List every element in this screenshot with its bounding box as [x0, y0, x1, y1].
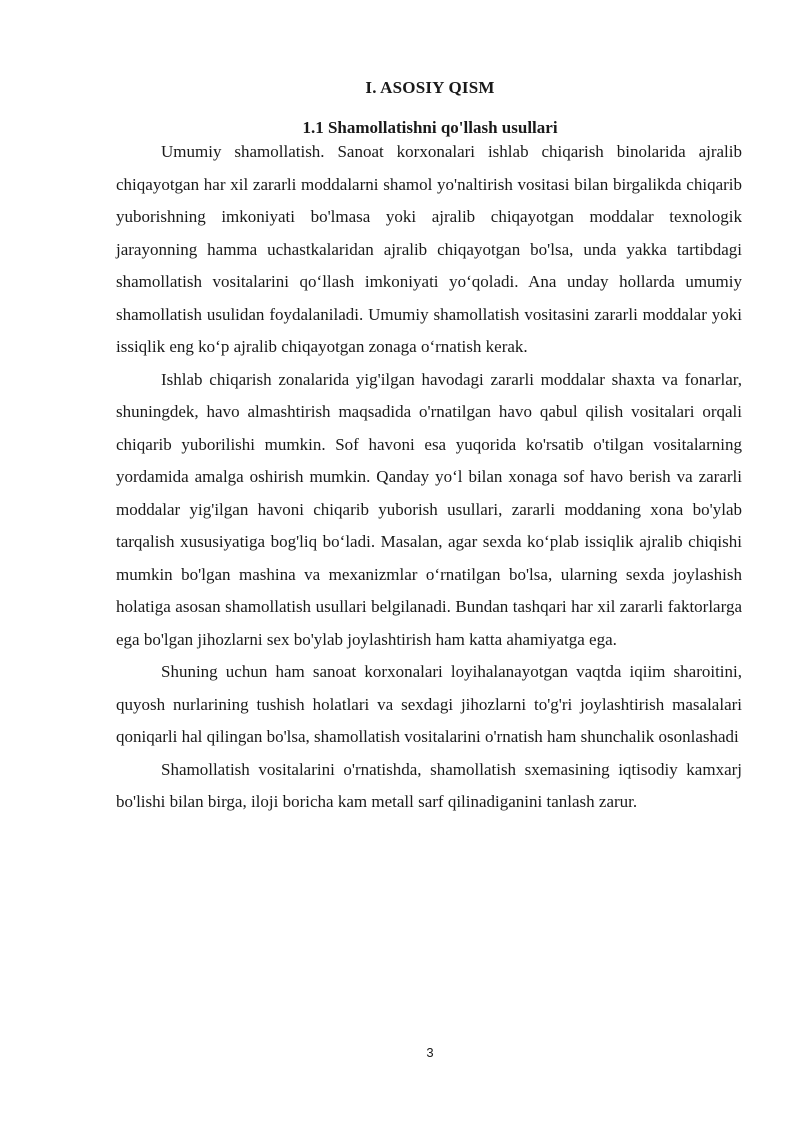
subsection-heading: 1.1 Shamollatishni qo'llash usullari [302, 118, 558, 137]
paragraph: Shuning uchun ham sanoat korxonalari loyihalanayotgan vaqtda iqiim sharoitini, quyosh nurlarining tushish holatlari va sexdagi jihozlarni to'g'ri joylashtirish masalalari qoniqarli hal qilingan bo'lsa, shamollatish vositalarini o'rnatish ham shunchalik osonlashadi [116, 662, 742, 746]
paragraph: Ishlab chiqarish zonalarida yig'ilgan havodagi zararli moddalar shaxta va fonarlar, shuningdek, havo almashtirish maqsadida o'rnatilgan havo qabul qilish vositalari orqali chiqarib yuborilishi mumkin. Sof havoni esa yuqorida ko'rsatib o'tilgan vositalarning yordamida amalga oshirish mumkin. Qanday yo‘l bilan xonaga sof havo berish va zararli moddalar yig'ilgan havoni chiqarib yuborish usullari, zararli moddaning xona bo'ylab tarqalish xususiyatiga bog'liq bo‘ladi. Masalan, agar sexda ko‘plab issiqlik ajralib chiqishi mumkin bo'lgan mashina va mexanizmlar o‘rnatilgan bo'lsa, ularning sexda joylashish holatiga asosan shamollatish usullari belgilanadi. Bundan tashqari har xil zararli faktorlarga ega bo'lgan jihozlarni sex bo'ylab joylashtirish ham katta ahamiyatga ega. [116, 369, 742, 649]
page-number: 3 [426, 1045, 434, 1060]
paragraph: Umumiy shamollatish. Sanoat korxonalari ishlab chiqarish binolarida ajralib chiqayotgan har xil zararli moddalarni shamol yo'naltirish vositasi bilan birgalikda chiqarib yuborishning imkoniyati bo'lmasa yoki ajralib chiqayotgan moddalar texnologik jarayonning hamma uchastkalaridan ajralib chiqayotgan bo'lsa, unda yakka tartibdagi shamollatish vositalarini qo‘llash imkoniyati yo‘qoladi. Ana unday hollarda umumiy shamollatish usulidan foydalaniladi. Umumiy shamollatish vositasini zararli moddalar yoki issiqlik eng ko‘p ajralib chiqayotgan zonaga o‘rnatish kerak. [116, 142, 742, 356]
paragraph: Shamollatish vositalarini o'rnatishda, shamollatish sxemasining iqtisodiy kamxarj bo'lishi bilan birga, iloji boricha kam metall sarf qilinadiganini tanlash zarur. [116, 759, 742, 811]
body-text [116, 136, 742, 819]
section-heading: I. ASOSIY QISM [365, 78, 495, 97]
